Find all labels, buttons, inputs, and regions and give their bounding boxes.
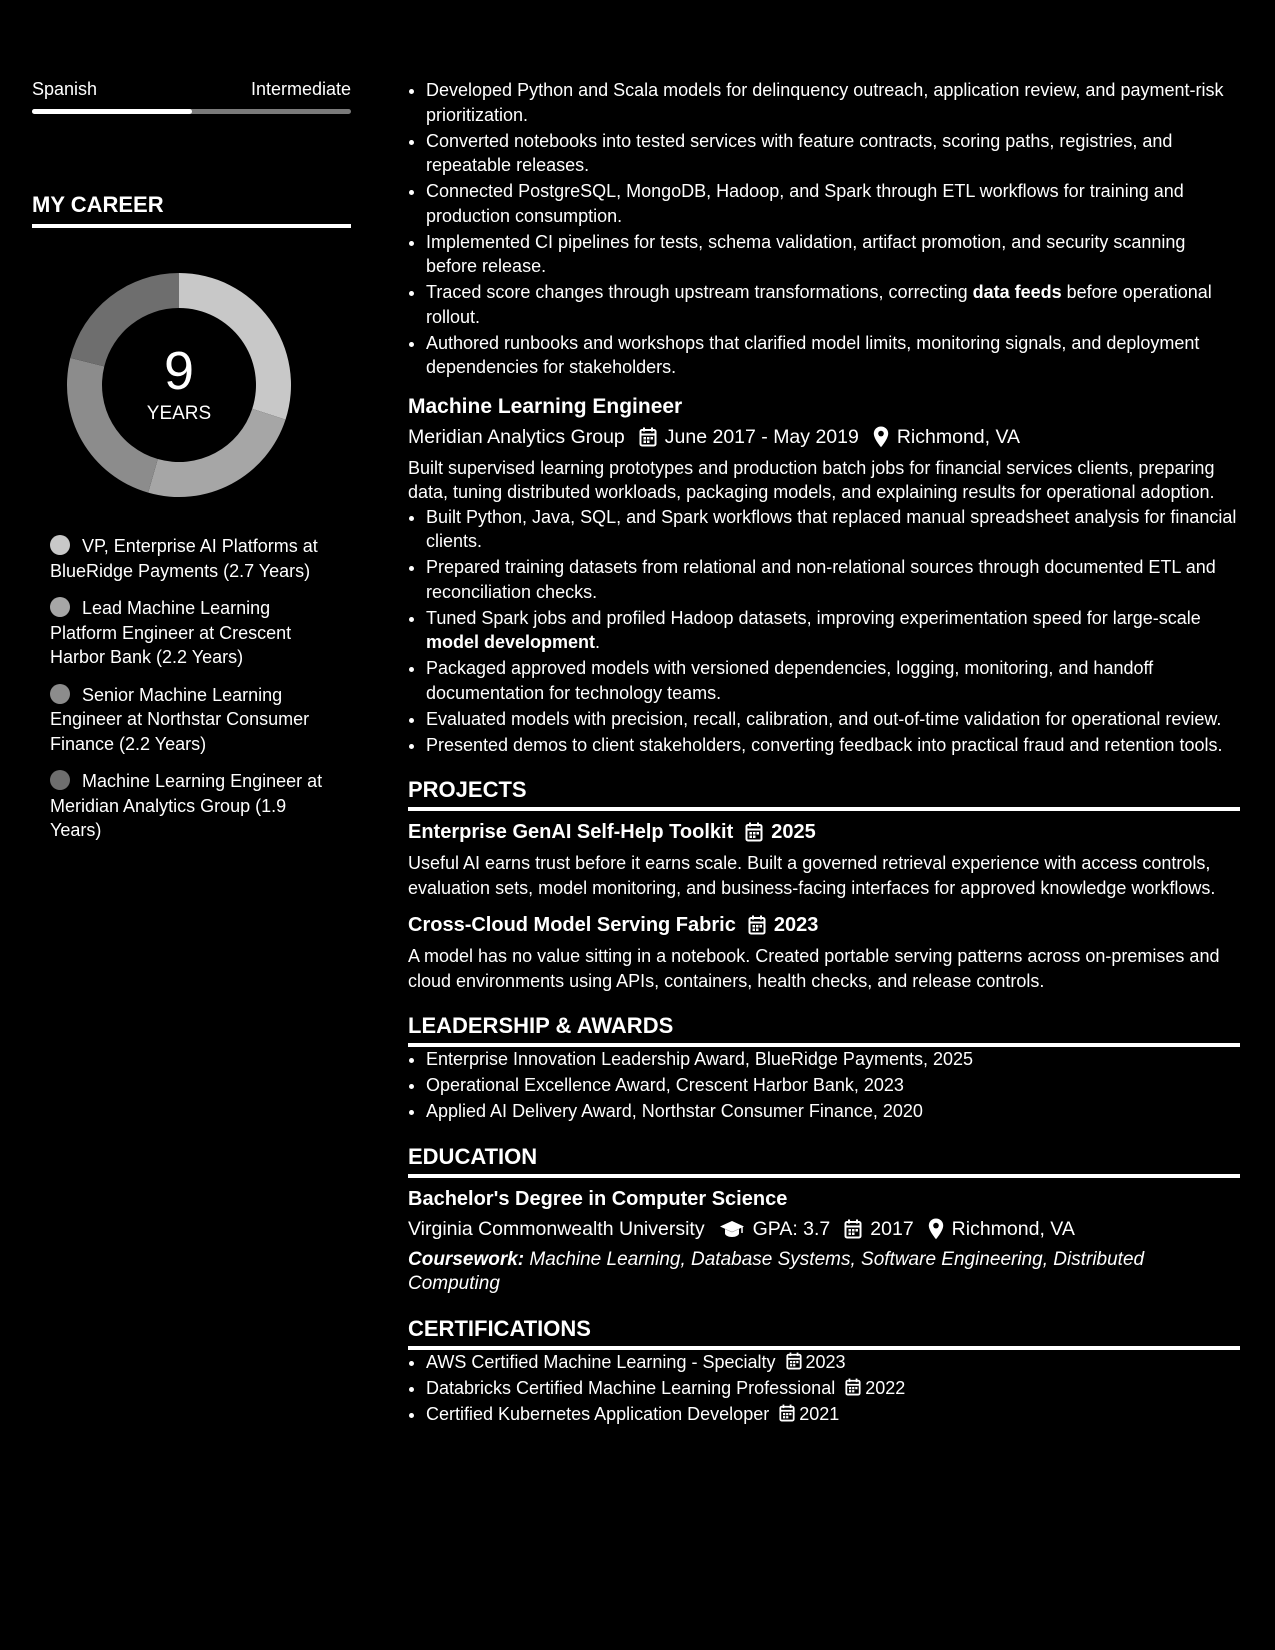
certification-year: 2022 — [865, 1377, 906, 1398]
legend-dot-icon — [50, 684, 70, 704]
career-legend-item — [50, 769, 351, 843]
project-title-row — [408, 912, 1240, 938]
career-total-unit: YEARS — [146, 403, 212, 424]
experience-bullet: • Connected PostgreSQL, MongoDB, Hadoop, and Spark through ETL workflows for training and production consumption. — [426, 179, 1240, 228]
certifications-list — [408, 1350, 1240, 1427]
job-meta — [408, 424, 1240, 450]
award-item: • Operational Excellence Award, Crescent Harbor Bank, 2023 — [426, 1073, 1240, 1098]
projects-list — [408, 819, 1240, 993]
experience-bullet: • Developed Python and Scala models for delinquency outreach, application review, and payment-risk prioritization. — [426, 78, 1240, 127]
location-pin-icon — [873, 426, 889, 448]
project-year: 2023 — [773, 914, 819, 936]
calendar-icon — [786, 1352, 802, 1370]
experience-bullet: • Built Python, Java, SQL, and Spark workflows that replaced manual spreadsheet analysis for financial clients. — [426, 505, 1240, 554]
legend-dot-icon — [50, 770, 70, 790]
legend-dot-icon — [50, 535, 70, 555]
school-location: Richmond, VA — [951, 1217, 1075, 1240]
experience-bullet: • Authored runbooks and workshops that clarified model limits, monitoring signals, and deployment dependencies for stakeholders. — [426, 331, 1240, 380]
career-legend-text: Senior Machine Learning Engineer at Northstar Consumer Finance (2.2 Years) — [50, 684, 310, 754]
coursework-list: Machine Learning, Database Systems, Software Engineering, Distributed Computing — [408, 1248, 1145, 1294]
location-pin-icon — [928, 1218, 944, 1240]
project-description: A model has no value sitting in a notebook. Created portable serving patterns across on-premises and cloud environments using APIs, containers, health checks, and release controls. — [408, 946, 1220, 991]
certification-item — [426, 1376, 1240, 1401]
career-legend-item — [50, 534, 351, 583]
certification-name: AWS Certified Machine Learning - Specialty — [426, 1351, 776, 1372]
language-proficiency-fill — [32, 109, 192, 114]
project-year: 2025 — [771, 821, 816, 843]
career-heading: MY CAREER — [32, 192, 351, 228]
sidebar — [32, 78, 351, 856]
experience-bullet: • Converted notebooks into tested services with feature contracts, scoring paths, registries, and repeatable releases. — [426, 129, 1240, 178]
project-title: Cross-Cloud Model Serving Fabric — [408, 914, 736, 936]
legend-dot-icon — [50, 597, 70, 617]
award-item: • Applied AI Delivery Award, Northstar Consumer Finance, 2020 — [426, 1099, 1240, 1124]
education-meta — [408, 1216, 1240, 1242]
career-legend-text: Machine Learning Engineer at Meridian Analytics Group (1.9 Years) — [50, 771, 323, 840]
award-item: • Enterprise Innovation Leadership Award, BlueRidge Payments, 2025 — [426, 1047, 1240, 1072]
job-location: Richmond, VA — [896, 425, 1021, 448]
certification-name: Certified Kubernetes Application Developer — [426, 1403, 770, 1424]
donut-center — [66, 272, 292, 498]
projects-heading: PROJECTS — [408, 777, 1240, 811]
calendar-icon — [845, 1378, 861, 1396]
career-legend — [50, 534, 351, 843]
language-name: Spanish — [32, 79, 98, 99]
school-name: Virginia Commonwealth University — [408, 1217, 705, 1240]
certification-item — [426, 1350, 1240, 1375]
graduation-year: 2017 — [870, 1217, 914, 1240]
language-row — [32, 78, 351, 100]
certifications-heading: CERTIFICATIONS — [408, 1316, 1240, 1350]
job-dates: June 2017 - May 2019 — [664, 425, 859, 448]
certification-item — [426, 1402, 1240, 1427]
calendar-icon — [745, 822, 763, 842]
project-title-row — [408, 819, 1240, 845]
gpa: GPA: 3.7 — [752, 1217, 831, 1240]
main-content — [408, 78, 1240, 1428]
degree-title: Bachelor's Degree in Computer Science — [408, 1187, 788, 1210]
calendar-icon — [639, 427, 657, 447]
awards-heading: LEADERSHIP & AWARDS — [408, 1013, 1240, 1047]
calendar-icon — [779, 1404, 795, 1422]
certification-year: 2021 — [799, 1403, 840, 1424]
calendar-icon — [844, 1219, 862, 1239]
project-description: Useful AI earns trust before it earns scale. Built a governed retrieval experience with access controls, evaluation sets, model monitoring, and business-facing interfaces for approved knowledge workflows. — [408, 853, 1216, 898]
calendar-icon — [748, 915, 766, 935]
language-level: Intermediate — [250, 79, 351, 99]
job-company: Meridian Analytics Group — [408, 425, 625, 448]
career-legend-text: VP, Enterprise AI Platforms at BlueRidge Payments (2.7 Years) — [50, 536, 318, 581]
experience-bullet: • Traced score changes through upstream transformations, correcting data feeds before operational rollout. — [426, 280, 1240, 329]
previous-job-bullets — [408, 78, 1240, 380]
career-donut-chart — [66, 272, 292, 498]
language-proficiency-bar — [32, 109, 351, 114]
project-title: Enterprise GenAI Self-Help Toolkit — [408, 821, 734, 843]
certification-year: 2023 — [805, 1351, 846, 1372]
experience-bullet: • Tuned Spark jobs and profiled Hadoop datasets, improving experimentation speed for large-scale model development. — [426, 606, 1240, 655]
career-legend-item — [50, 596, 351, 670]
experience-bullet: • Implemented CI pipelines for tests, schema validation, artifact promotion, and security scanning before release. — [426, 230, 1240, 279]
certification-name: Databricks Certified Machine Learning Professional — [426, 1377, 836, 1398]
graduation-cap-icon — [719, 1219, 745, 1239]
experience-bullet: • Packaged approved models with versioned dependencies, logging, monitoring, and handoff documentation for technology teams. — [426, 656, 1240, 705]
career-legend-item — [50, 683, 351, 757]
coursework — [408, 1248, 1240, 1296]
job-bullets — [408, 505, 1240, 758]
job-summary: Built supervised learning prototypes and production batch jobs for financial services clients, preparing data, tuning distributed workloads, packaging models, and explaining results for operational adoption. — [408, 457, 1215, 502]
career-legend-text: Lead Machine Learning Platform Engineer at Crescent Harbor Bank (2.2 Years) — [50, 598, 292, 667]
experience-bullet: • Prepared training datasets from relational and non-relational sources through documented ETL and reconciliation checks. — [426, 555, 1240, 604]
experience-bullet: • Presented demos to client stakeholders, converting feedback into practical fraud and retention tools. — [426, 733, 1240, 758]
education-heading: EDUCATION — [408, 1144, 1240, 1178]
experience-bullet: • Evaluated models with precision, recall, calibration, and out-of-time validation for operational review. — [426, 707, 1240, 732]
career-total-years: 9 — [163, 341, 195, 401]
job-title: Machine Learning Engineer — [408, 394, 683, 418]
coursework-label: Coursework: — [408, 1248, 525, 1270]
awards-list — [408, 1047, 1240, 1124]
